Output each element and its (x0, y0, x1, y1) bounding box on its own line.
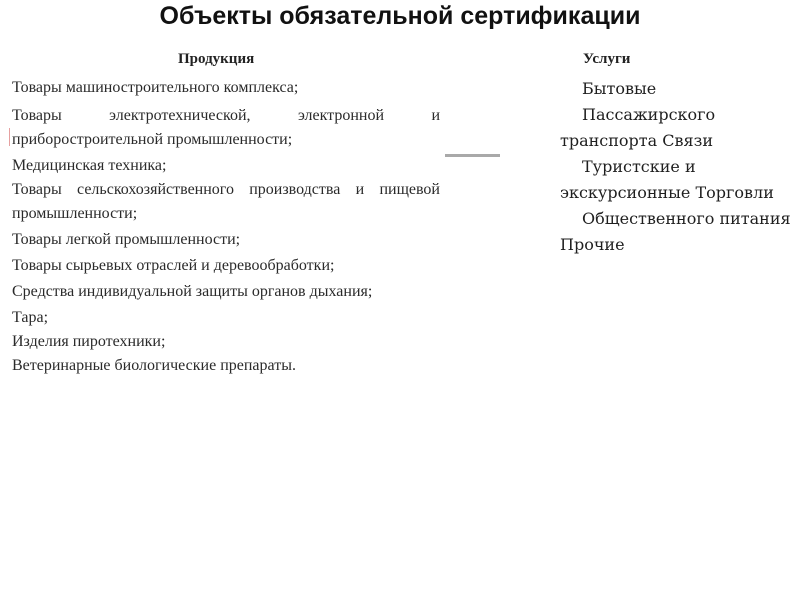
product-item: Товары машиностроительного комплекса; (12, 79, 299, 96)
service-item: Бытовые (582, 79, 657, 98)
product-item: Средства индивидуальной защиты органов дыхания; (12, 283, 373, 300)
product-item: Товары легкой промышленности; (12, 231, 241, 248)
divider-bar (445, 154, 500, 157)
product-item: Тара; (12, 309, 49, 326)
products-header: Продукция (178, 51, 255, 67)
products-list (12, 76, 440, 378)
service-item: Общественного питания Прочие (560, 209, 791, 254)
product-item: Товары электротехнической, электронной и приборостроительной промышленности; (12, 107, 440, 148)
service-item: Туристские и экскурсионные Торговли (560, 157, 774, 202)
service-item: Пассажирского транспорта Связи (560, 105, 716, 150)
product-item: Товары сырьевых отраслей и деревообработки; (12, 257, 335, 274)
product-item: Ветеринарные биологические препараты. (12, 357, 296, 374)
product-item: Товары сельскохозяйственного производства и пищевой промышленности; (12, 181, 440, 222)
services-header: Услуги (583, 51, 631, 67)
product-item: Медицинская техника; (12, 157, 167, 174)
product-item: Изделия пиротехники; (12, 333, 166, 350)
slide-title: Объекты обязательной сертификации (159, 2, 641, 30)
services-list (560, 76, 796, 258)
text-cursor-mark (9, 128, 10, 146)
